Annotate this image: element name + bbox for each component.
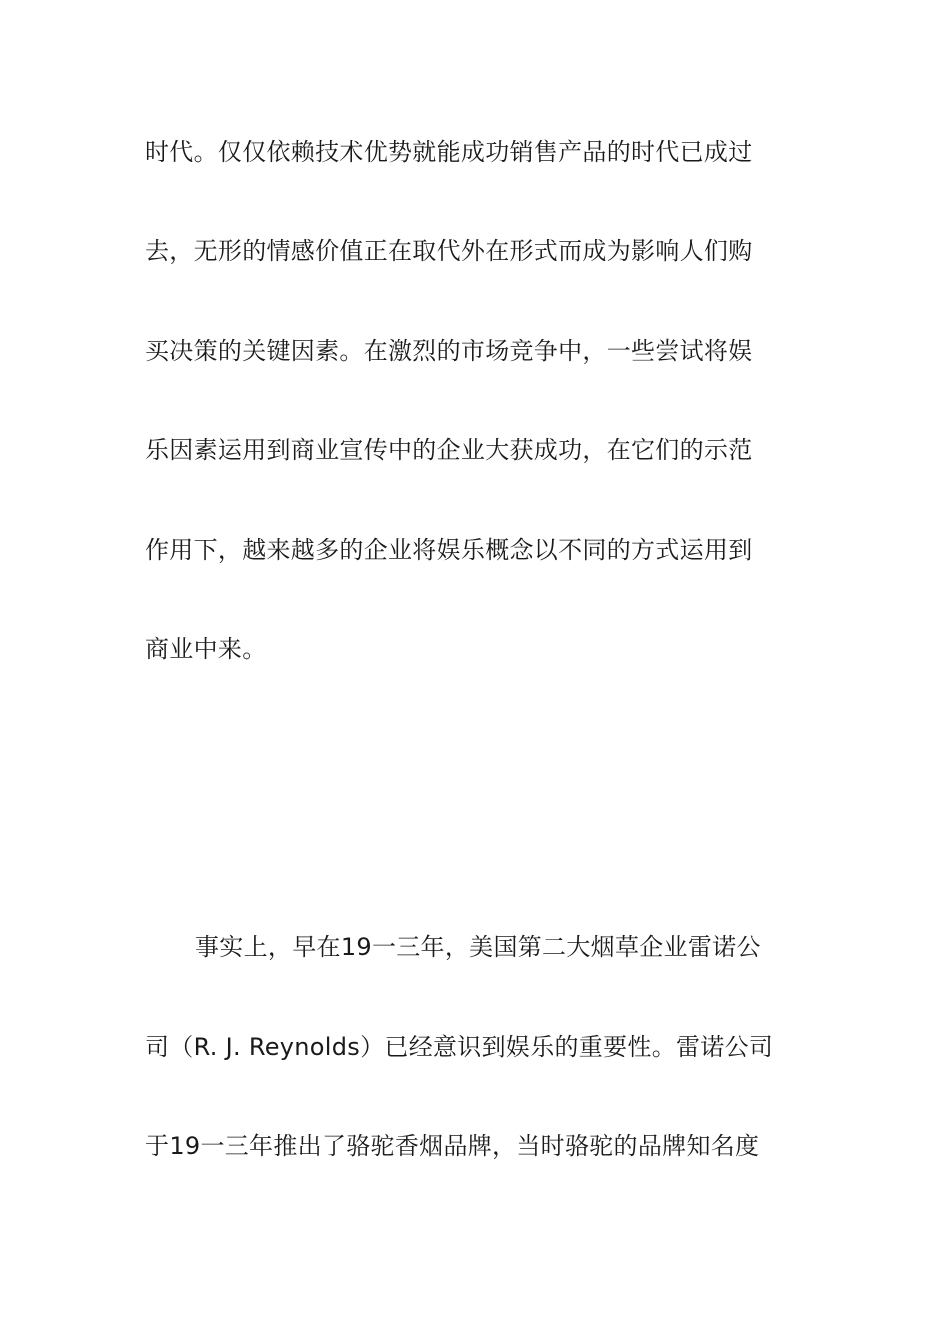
paragraph-line: 乐因素运用到商业宣传中的企业大获成功，在它们的示范 xyxy=(145,436,753,464)
text-run: 于 xyxy=(145,1132,170,1160)
paragraph-line: 作用下，越来越多的企业将娱乐概念以不同的方式运用到 xyxy=(145,536,753,564)
text-run: 一三年，美国第二大烟草企业雷诺公 xyxy=(371,933,761,961)
paragraph-line xyxy=(145,1032,773,1062)
text-run: 19 xyxy=(340,933,372,961)
paragraph-line: 时代。仅仅依赖技术优势就能成功销售产品的时代已成过 xyxy=(145,138,753,166)
paragraph-line: 去，无形的情感价值正在取代外在形式而成为影响人们购 xyxy=(145,237,753,265)
text-run: 司（ xyxy=(145,1033,194,1061)
paragraph-line: 商业中来。 xyxy=(145,635,267,663)
paragraph-line: 买决策的关键因素。在激烈的市场竞争中，一些尝试将娱 xyxy=(145,337,753,365)
text-run: 事实上，早在 xyxy=(195,933,341,961)
text-run: 19 xyxy=(169,1132,201,1160)
text-run: R. J. Reynolds xyxy=(193,1033,361,1061)
paragraph-line xyxy=(145,1131,759,1161)
text-run: ）已经意识到娱乐的重要性。雷诺公司 xyxy=(360,1033,774,1061)
paragraph-line xyxy=(195,932,761,962)
text-run: 一三年推出了骆驼香烟品牌，当时骆驼的品牌知名度 xyxy=(200,1132,760,1160)
